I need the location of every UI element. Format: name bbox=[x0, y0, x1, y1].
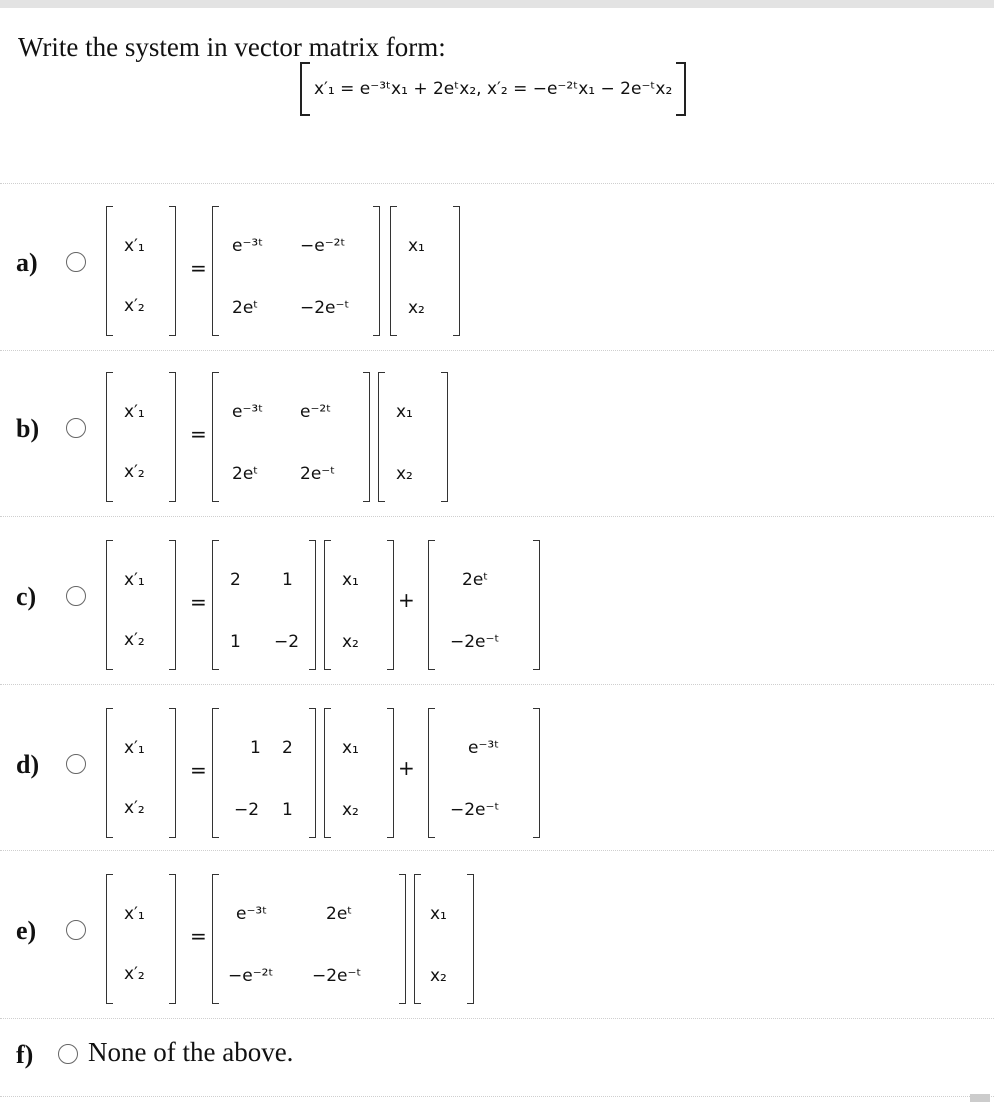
lhs-x2: x′₂ bbox=[124, 296, 145, 316]
option-label: e) bbox=[16, 916, 37, 945]
forcing-cell: 2eᵗ bbox=[462, 570, 489, 590]
eq-left-bracket bbox=[300, 62, 310, 116]
x2: x₂ bbox=[408, 298, 425, 318]
system-text: x′₁ = e⁻³ᵗx₁ + 2eᵗx₂, x′₂ = −e⁻²ᵗx₁ − 2e⁻ᵗx₂ bbox=[314, 79, 673, 99]
option-c bbox=[0, 522, 994, 682]
matrix-cell: −e⁻²ᵗ bbox=[228, 966, 274, 986]
matrix-cell: −2e⁻ᵗ bbox=[300, 298, 350, 318]
plus-sign: + bbox=[398, 588, 415, 612]
option-c-radio[interactable] bbox=[66, 586, 86, 606]
lhs-vector bbox=[106, 206, 176, 334]
option-e-radio[interactable] bbox=[66, 920, 86, 940]
lhs-x1: x′₁ bbox=[124, 570, 145, 590]
matrix-cell: e⁻³ᵗ bbox=[232, 236, 264, 256]
scrollbar-handle[interactable] bbox=[970, 1094, 990, 1102]
lhs-vector bbox=[106, 874, 176, 1002]
separator bbox=[0, 850, 994, 851]
separator bbox=[0, 1018, 994, 1019]
equals-sign: = bbox=[190, 924, 207, 948]
plus-sign: + bbox=[398, 756, 415, 780]
separator bbox=[0, 183, 994, 184]
x-vector bbox=[324, 708, 394, 836]
forcing-cell: e⁻³ᵗ bbox=[468, 738, 500, 758]
option-label: a) bbox=[16, 248, 38, 277]
option-a bbox=[0, 188, 994, 348]
matrix-cell: 1 bbox=[282, 800, 293, 820]
option-b-radio[interactable] bbox=[66, 418, 86, 438]
separator bbox=[0, 684, 994, 685]
lhs-x2: x′₂ bbox=[124, 462, 145, 482]
x-vector bbox=[390, 206, 460, 334]
x2: x₂ bbox=[342, 800, 359, 820]
option-d bbox=[0, 690, 994, 850]
coefficient-matrix bbox=[212, 708, 316, 836]
matrix-cell: e⁻²ᵗ bbox=[300, 402, 332, 422]
option-label: c) bbox=[16, 582, 37, 611]
separator bbox=[0, 516, 994, 517]
matrix-cell: 2eᵗ bbox=[232, 298, 259, 318]
matrix-cell: −2 bbox=[234, 800, 260, 820]
matrix-cell: 2eᵗ bbox=[232, 464, 259, 484]
equals-sign: = bbox=[190, 758, 207, 782]
option-f-text: None of the above. bbox=[88, 1037, 294, 1067]
x1: x₁ bbox=[342, 738, 359, 758]
equals-sign: = bbox=[190, 256, 207, 280]
option-d-radio[interactable] bbox=[66, 754, 86, 774]
option-e bbox=[0, 856, 994, 1016]
matrix-cell: 2 bbox=[282, 738, 293, 758]
option-label: b) bbox=[16, 414, 40, 443]
x-vector bbox=[414, 874, 474, 1002]
matrix-cell: 2 bbox=[230, 570, 241, 590]
forcing-vector bbox=[428, 540, 540, 668]
x-vector bbox=[378, 372, 448, 500]
separator bbox=[0, 1096, 994, 1097]
x1: x₁ bbox=[408, 236, 425, 256]
equals-sign: = bbox=[190, 590, 207, 614]
matrix-cell: e⁻³ᵗ bbox=[232, 402, 264, 422]
coefficient-matrix bbox=[212, 372, 370, 500]
lhs-x2: x′₂ bbox=[124, 630, 145, 650]
option-a-radio[interactable] bbox=[66, 252, 86, 272]
matrix-cell: −2 bbox=[274, 632, 300, 652]
equals-sign: = bbox=[190, 422, 207, 446]
option-label: d) bbox=[16, 750, 40, 779]
x2: x₂ bbox=[396, 464, 413, 484]
matrix-cell: 2eᵗ bbox=[326, 904, 353, 924]
lhs-vector bbox=[106, 372, 176, 500]
option-f-radio[interactable] bbox=[58, 1044, 78, 1064]
separator bbox=[0, 350, 994, 351]
x2: x₂ bbox=[342, 632, 359, 652]
forcing-cell: −2e⁻ᵗ bbox=[450, 632, 500, 652]
forcing-cell: −2e⁻ᵗ bbox=[450, 800, 500, 820]
x2: x₂ bbox=[430, 966, 447, 986]
coefficient-matrix bbox=[212, 540, 316, 668]
x1: x₁ bbox=[430, 904, 447, 924]
lhs-vector bbox=[106, 540, 176, 668]
matrix-cell: 2e⁻ᵗ bbox=[300, 464, 336, 484]
x1: x₁ bbox=[396, 402, 413, 422]
coefficient-matrix bbox=[212, 874, 406, 1002]
matrix-cell: −2e⁻ᵗ bbox=[312, 966, 362, 986]
matrix-cell: 1 bbox=[230, 632, 241, 652]
eq-right-bracket bbox=[676, 62, 686, 116]
option-b bbox=[0, 354, 994, 514]
forcing-vector bbox=[428, 708, 540, 836]
top-bar bbox=[0, 0, 994, 8]
lhs-x2: x′₂ bbox=[124, 964, 145, 984]
lhs-vector bbox=[106, 708, 176, 836]
matrix-cell: 1 bbox=[282, 570, 293, 590]
matrix-cell: e⁻³ᵗ bbox=[236, 904, 268, 924]
lhs-x1: x′₁ bbox=[124, 402, 145, 422]
lhs-x1: x′₁ bbox=[124, 904, 145, 924]
matrix-cell: 1 bbox=[250, 738, 261, 758]
x-vector bbox=[324, 540, 394, 668]
question-prompt: Write the system in vector matrix form: bbox=[18, 32, 446, 62]
coefficient-matrix bbox=[212, 206, 380, 334]
lhs-x1: x′₁ bbox=[124, 738, 145, 758]
x1: x₁ bbox=[342, 570, 359, 590]
lhs-x1: x′₁ bbox=[124, 236, 145, 256]
matrix-cell: −e⁻²ᵗ bbox=[300, 236, 346, 256]
option-f-label: f) bbox=[16, 1040, 34, 1069]
system-equation bbox=[300, 62, 686, 122]
lhs-x2: x′₂ bbox=[124, 798, 145, 818]
